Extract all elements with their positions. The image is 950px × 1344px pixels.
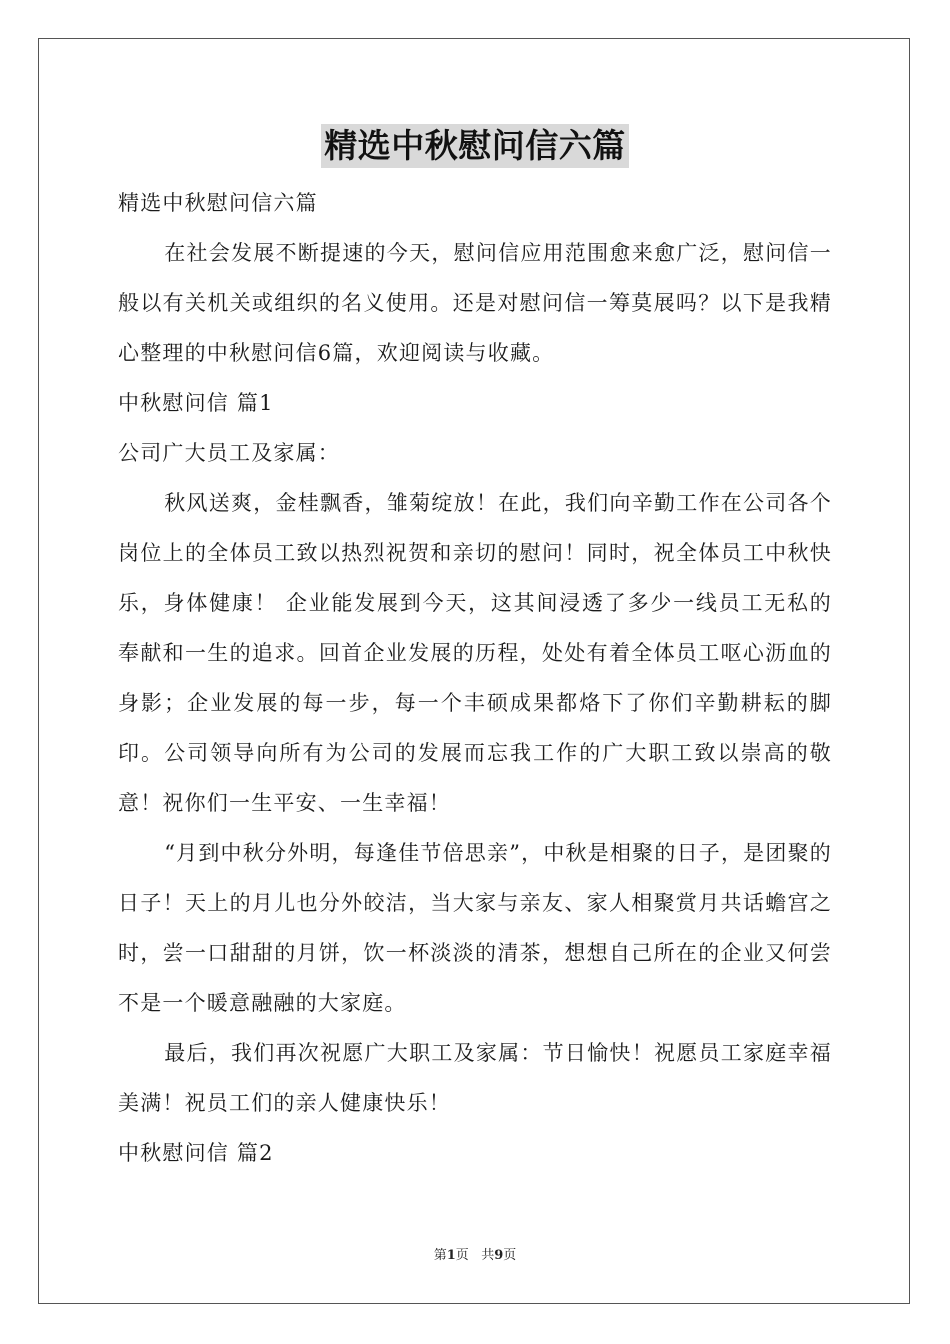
title-area [0, 124, 950, 168]
section-heading-1: 中秋慰问信 篇1 [118, 391, 274, 415]
paragraph-body-1: 秋风送爽，金桂飘香，雏菊绽放！在此，我们向辛勤工作在公司各个岗位上的全体员工致以热烈祝贺和亲切的慰问！同时，祝全体员工中秋快乐，身体健康！ 企业能发展到今天，这其间浸透了多少一线员工无私的奉献和一生的追求。回首企业发展的历程，处处有着全体员工呕心沥血的身影；企业发展的每一步，每一个丰硕成果都烙下了你们辛勤耕耘的脚印。公司领导向所有为公司的发展而忘我工作的广大职工致以崇高的敬意！祝你们一生平安、一生幸福！ [118, 491, 832, 815]
paragraph-body-3: 最后，我们再次祝愿广大职工及家属：节日愉快！祝愿员工家庭幸福美满！祝员工们的亲人健康快乐！ [118, 1041, 832, 1115]
salutation: 公司广大员工及家属： [118, 441, 340, 465]
section-heading-2: 中秋慰问信 篇2 [118, 1141, 274, 1165]
total-prefix: 共 [481, 1248, 495, 1263]
total-suffix: 页 [503, 1248, 517, 1263]
document-body [118, 178, 832, 1178]
page-suffix: 页 [455, 1248, 469, 1263]
document-title: 精选中秋慰问信六篇 [321, 124, 629, 168]
page-total: 9 [494, 1248, 504, 1263]
page-current: 1 [446, 1248, 456, 1263]
paragraph-intro: 在社会发展不断提速的今天，慰问信应用范围愈来愈广泛，慰问信一般以有关机关或组织的名义使用。还是对慰问信一筹莫展吗？以下是我精心整理的中秋慰问信6篇，欢迎阅读与收藏。 [118, 241, 832, 365]
page-footer [0, 1247, 950, 1265]
paragraph-body-2: “月到中秋分外明，每逢佳节倍思亲”，中秋是相聚的日子，是团聚的日子！天上的月儿也分外皎洁，当大家与亲友、家人相聚赏月共话蟾宫之时，尝一口甜甜的月饼，饮一杯淡淡的清茶，想想自己所在的企业又何尝不是一个暖意融融的大家庭。 [118, 841, 832, 1015]
page-prefix: 第 [433, 1248, 447, 1263]
paragraph-subtitle: 精选中秋慰问信六篇 [118, 191, 318, 215]
